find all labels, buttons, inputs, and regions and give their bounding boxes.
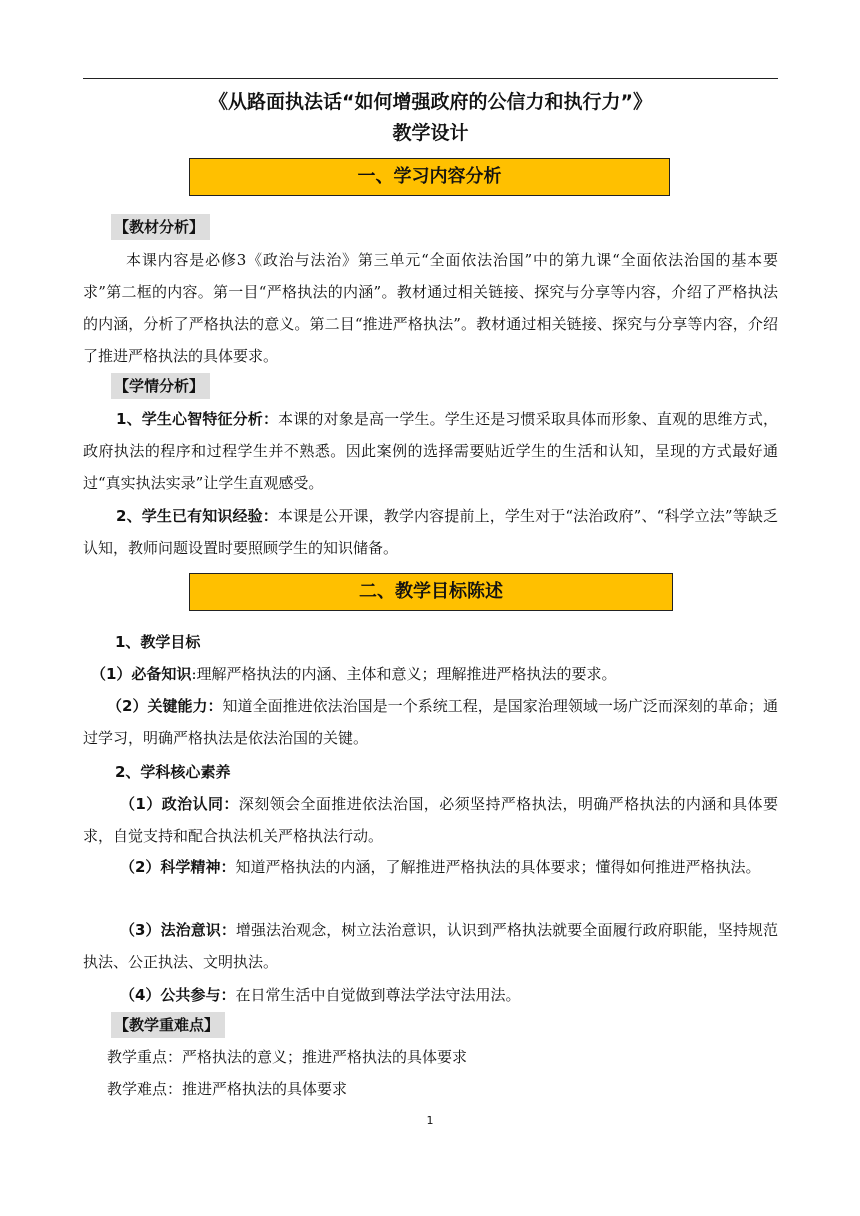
goal-heading-literacy: 2、学科核心素养 <box>115 763 231 781</box>
teaching-focus: 教学重点：严格执法的意义；推进严格执法的具体要求 <box>107 1048 468 1066</box>
goal-public-participation-body: 在日常生活中自觉做到尊法学法守法用法。 <box>235 986 521 1004</box>
textbook-analysis-paragraph: 本课内容是必修3《政治与法治》第三单元“全面依法治国”中的第九课“全面依法治国的基本要求”第二框的内容。第一目“严格执法的内涵”。教材通过相关链接、探究与分享等内容，介绍了严格执法的内涵，分析了严格执法的意义。第二目“推进严格执法”。教材通过相关链接、探究与分享等内容，介绍了推进严格执法的具体要求。 <box>83 251 778 365</box>
goal-scientific-spirit-head: （2）科学精神： <box>120 858 236 876</box>
goal-key-ability-body: 知道全面推进依法治国是一个系统工程，是国家治理领域一场广泛而深刻的革命；通过学习，明确严格执法是依法治国的关键。 <box>83 697 778 747</box>
doc-title: 《从路面执法话“如何增强政府的公信力和执行力”》 <box>209 91 652 113</box>
goal-key-ability <box>83 690 778 754</box>
goal-political-identity <box>83 788 778 852</box>
goal-essential-knowledge <box>91 658 617 690</box>
goal-public-participation-head: （4）公共参与： <box>120 986 236 1004</box>
goal-political-identity-body: 深刻领会全面推进依法治国，必须坚持严格执法，明确严格执法的内涵和具体要求，自觉支持和配合执法机关严格执法行动。 <box>83 795 778 845</box>
student-mind-paragraph <box>83 403 778 499</box>
goal-rule-of-law <box>83 914 778 978</box>
goal-scientific-spirit <box>83 851 778 883</box>
goal-scientific-spirit-body: 知道严格执法的内涵，了解推进严格执法的具体要求；懂得如何推进严格执法。 <box>235 858 761 876</box>
teaching-difficulty: 教学难点：推进严格执法的具体要求 <box>107 1080 348 1098</box>
tag-key-difficulties: 【教学重难点】 <box>111 1012 225 1038</box>
student-mind-body: 本课的对象是高一学生。学生还是习惯采取具体而形象、直观的思维方式，政府执法的程序和过程学生并不熟悉。因此案例的选择需要贴近学生的生活和认知，呈现的方式最好通过“真实执法实录”让学生直观感受。 <box>83 410 778 492</box>
tag-textbook-analysis: 【教材分析】 <box>111 214 210 240</box>
goal-rule-of-law-head: （3）法治意识： <box>120 921 236 939</box>
tag-student-analysis: 【学情分析】 <box>111 373 210 399</box>
student-knowledge-body: 本课是公开课，教学内容提前上，学生对于“法治政府”、“科学立法”等缺乏认知，教师问题设置时要照顾学生的知识储备。 <box>83 507 778 557</box>
student-knowledge-paragraph <box>83 500 778 564</box>
goal-political-identity-head: （1）政治认同： <box>120 795 239 813</box>
goal-essential-knowledge-body: :理解严格执法的内涵、主体和意义；理解推进严格执法的要求。 <box>191 665 617 683</box>
goal-public-participation <box>120 979 520 1011</box>
page-number: 1 <box>426 1114 434 1127</box>
header-rule <box>83 78 778 79</box>
goal-heading-teaching: 1、教学目标 <box>115 633 201 651</box>
student-knowledge-heading: 2、学生已有知识经验： <box>116 507 278 525</box>
section-heading-content-analysis: 一、学习内容分析 <box>189 158 670 196</box>
student-mind-heading: 1、学生心智特征分析： <box>116 410 279 428</box>
goal-rule-of-law-body: 增强法治观念，树立法治意识，认识到严格执法就要全面履行政府职能，坚持规范执法、公正执法、文明执法。 <box>83 921 778 971</box>
doc-subtitle: 教学设计 <box>392 122 469 144</box>
section-heading-objectives: 二、教学目标陈述 <box>189 573 673 611</box>
goal-essential-knowledge-head: （1）必备知识 <box>91 665 192 683</box>
goal-key-ability-head: （2）关键能力： <box>107 697 223 715</box>
